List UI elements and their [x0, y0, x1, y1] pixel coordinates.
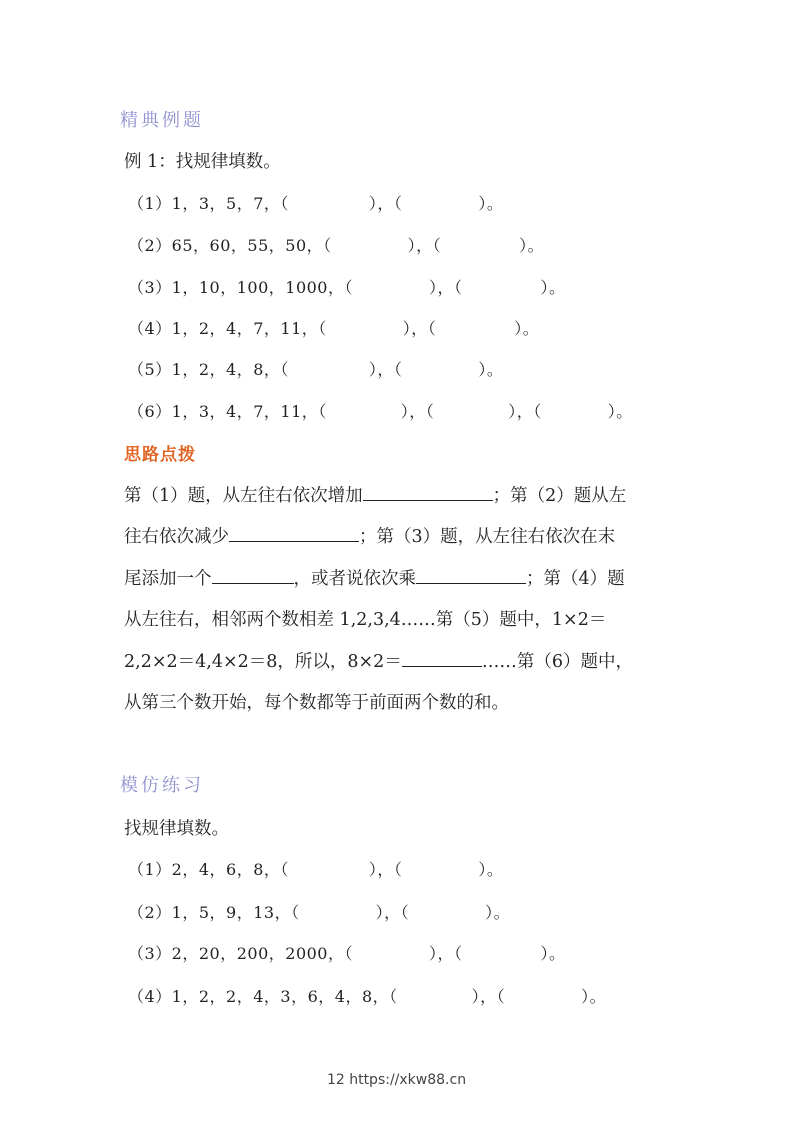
separator-text: ），（ [508, 402, 542, 421]
hint-line-4: 从左往右，相邻两个数相差 1,2,3,4……第（5）题中，1×2＝ [124, 610, 607, 630]
hint-text: 往右依次减少 [124, 527, 229, 547]
sequence-text: （1）2，4，6，8，（ [128, 860, 289, 879]
hint-title: 思路点拨 [124, 445, 196, 465]
end-text: ）。 [540, 278, 566, 297]
hint-text: ；第（2）题从左 [492, 486, 627, 506]
page-footer: 12 https://xkw88.cn [326, 1072, 467, 1088]
separator-text: ），（ [428, 944, 463, 963]
end-text: ）。 [485, 903, 511, 922]
separator-text: ），（ [368, 360, 403, 379]
separator-text: ），（ [402, 319, 437, 338]
sequence-text: （1）1，3，5，7，（ [128, 194, 289, 213]
section-title-examples: 精典例题 [120, 110, 204, 131]
separator-text: ），（ [400, 402, 435, 421]
hint-text: 第（1）题，从左往右依次增加 [124, 486, 363, 506]
hint-text: 2,2×2＝4,4×2＝8，所以，8×2＝ [124, 652, 402, 672]
sequence-text: （3）2，20，200，2000，（ [128, 944, 353, 963]
sequence-text: （4）1，2，2，4，3，6，4，8，（ [128, 987, 398, 1006]
separator-text: ），（ [471, 987, 506, 1006]
separator-text: ），（ [368, 860, 403, 879]
sequence-text: （4）1，2，4，7，11，（ [128, 319, 327, 338]
separator-text: ），（ [375, 903, 410, 922]
hint-line-6: 从第三个数开始，每个数都等于前面两个数的和。 [124, 693, 509, 713]
separator-text: ），（ [407, 236, 442, 255]
sequence-text: （2）65，60，55，50，（ [128, 236, 332, 255]
example-item-6 [128, 399, 633, 422]
fill-blank[interactable] [416, 565, 526, 584]
hint-text: ，或者说依次乘 [293, 569, 416, 589]
example-item-4 [128, 316, 539, 339]
example-item-3 [128, 275, 566, 298]
end-text: ）。 [478, 194, 504, 213]
sequence-text: （5）1，2，4，8，（ [128, 360, 289, 379]
practice-item-3 [128, 941, 566, 964]
hint-line-1 [124, 482, 626, 507]
sequence-text: （6）1，3，4，7，11，（ [128, 402, 327, 421]
end-text: ）。 [607, 402, 633, 421]
practice-item-2 [128, 900, 510, 923]
end-text: ）。 [478, 360, 504, 379]
example-intro: 例 1：找规律填数。 [124, 152, 281, 172]
example-item-2 [128, 233, 544, 256]
end-text: ）。 [514, 319, 540, 338]
fill-blank[interactable] [229, 523, 359, 542]
end-text: ）。 [540, 944, 566, 963]
fill-blank[interactable] [363, 482, 493, 501]
practice-item-1 [128, 857, 503, 880]
separator-text: ），（ [428, 278, 463, 297]
practice-intro: 找规律填数。 [124, 819, 229, 839]
section-title-practice: 模仿练习 [120, 775, 204, 796]
hint-text: ；第（3）题，从左往右依次在末 [359, 527, 616, 547]
fill-blank[interactable] [402, 648, 482, 667]
end-text: ）。 [478, 860, 504, 879]
sequence-text: （2）1，5，9，13，（ [128, 903, 300, 922]
hint-text: ；第（4）题 [526, 569, 625, 589]
hint-line-5 [124, 648, 633, 673]
separator-text: ），（ [368, 194, 403, 213]
example-item-1 [128, 191, 503, 214]
end-text: ）。 [519, 236, 545, 255]
example-item-5 [128, 357, 503, 380]
hint-line-3 [124, 565, 625, 590]
hint-text: ……第（6）题中， [481, 652, 633, 672]
hint-line-2 [124, 523, 615, 548]
practice-item-4 [128, 984, 606, 1007]
sequence-text: （3）1，10，100，1000，（ [128, 278, 353, 297]
fill-blank[interactable] [212, 565, 294, 584]
hint-text: 尾添加一个 [124, 569, 212, 589]
end-text: ）。 [581, 987, 607, 1006]
